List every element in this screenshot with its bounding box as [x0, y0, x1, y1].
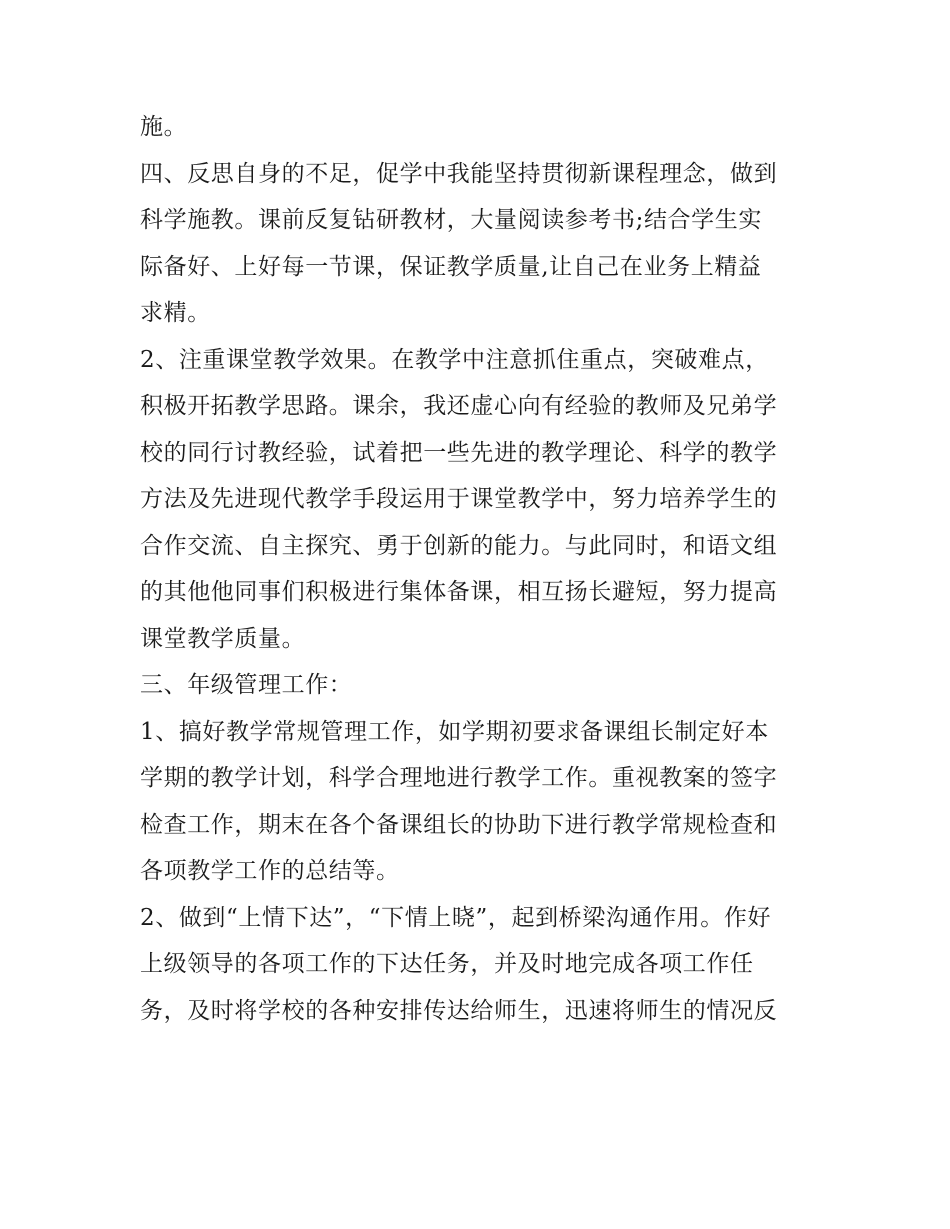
body-text — [140, 104, 820, 1034]
text-line: 上级领导的各项工作的下达任务，并及时地完成各项工作任 — [140, 951, 754, 977]
text-line: 1、搞好教学常规管理工作，如学期初要求备课组长制定好本 — [140, 718, 769, 745]
text-line: 积极开拓教学思路。课余，我还虚心向有经验的教师及兄弟学 — [140, 393, 778, 419]
text-line: 学期的教学计划，科学合理地进行教学工作。重视教案的签字 — [140, 765, 778, 791]
text-line: 2、做到“上情下达”，“下情上晓”，起到桥梁沟通作用。作好 — [140, 904, 772, 931]
text-line: 各项教学工作的总结等。 — [140, 858, 400, 884]
text-line: 务，及时将学校的各种安排传达给师生，迅速将师生的情况反 — [140, 997, 778, 1024]
text-line: 际备好、上好每一节课，保证教学质量,让自己在业务上精益 — [140, 253, 762, 280]
text-line: 检查工作，期末在各个备课组长的协助下进行教学常规检查和 — [140, 811, 778, 838]
text-line: 方法及先进现代教学手段运用于课堂教学中，努力培养学生的 — [140, 486, 778, 512]
text-line: 四、反思自身的不足，促学中我能坚持贯彻新课程理念，做到 — [140, 160, 778, 187]
text-line: 2、注重课堂教学效果。在教学中注意抓住重点，突破难点， — [140, 346, 769, 373]
text-line: 的其他他同事们积极进行集体备课，相互扬长避短，努力提高 — [140, 579, 778, 605]
text-line: 求精。 — [140, 300, 211, 326]
text-line: 三、年级管理工作： — [140, 672, 353, 698]
text-line: 合作交流、自主探究、勇于创新的能力。与此同时，和语文组 — [140, 532, 778, 559]
text-line: 施。 — [140, 114, 188, 140]
text-line: 校的同行讨教经验，试着把一些先进的教学理论、科学的教学 — [140, 439, 778, 466]
text-line: 科学施教。课前反复钻研教材，大量阅读参考书;结合学生实 — [140, 207, 762, 233]
text-line: 课堂教学质量。 — [140, 625, 306, 652]
